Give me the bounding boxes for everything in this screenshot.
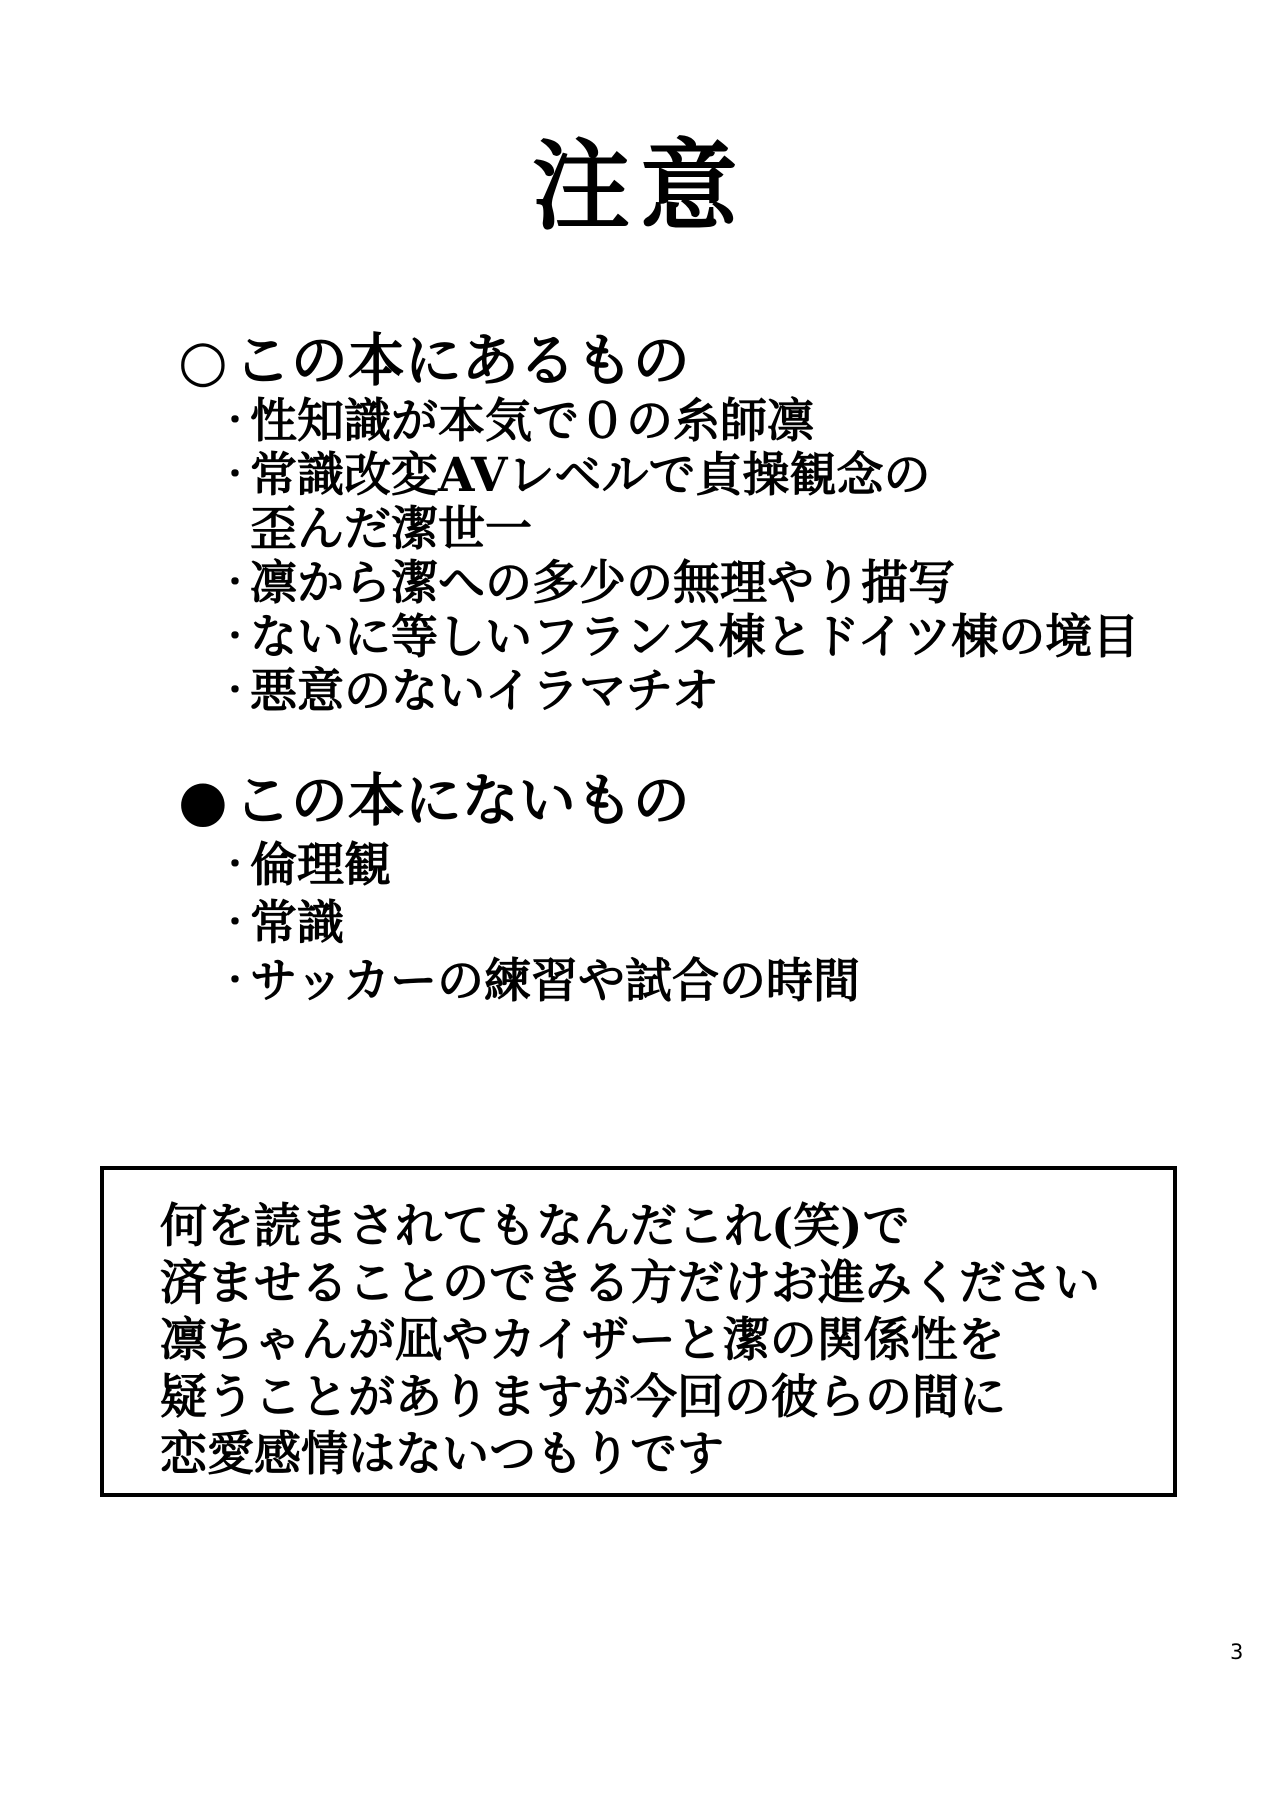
section-heading-contents	[178, 327, 690, 394]
page-title: 注意	[531, 129, 748, 244]
page-number: 3	[1230, 1640, 1244, 1664]
list-item-text: ないに等しいフランス棟とドイツ棟の境目	[250, 610, 1140, 665]
list-item	[218, 954, 861, 1009]
open-circle-marker: ○	[178, 327, 228, 394]
bullet-dot: ・	[218, 455, 252, 495]
notice-line: 済ませることのできる方だけお進みください	[160, 1256, 1100, 1311]
section-heading-not-contents-text: この本にないもの	[233, 767, 690, 834]
list-item	[218, 556, 955, 611]
list-item-text: 倫理観	[250, 838, 391, 893]
list-item-text: サッカーの練習や試合の時間	[250, 954, 861, 1009]
list-item-text: 凛から潔への多少の無理やり描写	[250, 556, 955, 611]
bullet-dot: ・	[218, 903, 252, 943]
section-heading-not-contents	[178, 767, 690, 834]
bullet-dot: ・	[218, 961, 252, 1001]
notice-line: 凛ちゃんが凪やカイザーと潔の関係性を	[160, 1313, 1005, 1368]
notice-box	[100, 1166, 1177, 1497]
list-item-text: 悪意のないイラマチオ	[250, 664, 720, 719]
notice-line: 疑うことがありますが今回の彼らの間に	[160, 1370, 1006, 1425]
list-item	[218, 664, 720, 719]
list-item	[218, 838, 391, 893]
list-item	[218, 394, 814, 449]
section-heading-contents-text: この本にあるもの	[233, 327, 690, 394]
bullet-dot: ・	[218, 845, 252, 885]
list-item	[218, 610, 1140, 665]
bullet-dot: ・	[218, 401, 252, 441]
list-item	[218, 448, 931, 503]
list-item	[218, 502, 532, 557]
list-item-text: 性知識が本気で０の糸師凛	[250, 394, 814, 449]
bullet-dot: ・	[218, 563, 252, 603]
list-item-text: 歪んだ潔世一	[250, 502, 532, 557]
notice-line: 恋愛感情はないつもりです	[160, 1427, 724, 1482]
bullet-dot: ・	[218, 671, 252, 711]
list-item-text: 常識改変AVレベルで貞操観念の	[250, 448, 931, 503]
list-item	[218, 896, 344, 951]
notice-line: 何を読まされてもなんだこれ(笑)で	[160, 1199, 910, 1254]
list-item-text: 常識	[250, 896, 344, 951]
filled-circle-marker: ●	[178, 767, 228, 834]
bullet-dot: ・	[218, 617, 252, 657]
